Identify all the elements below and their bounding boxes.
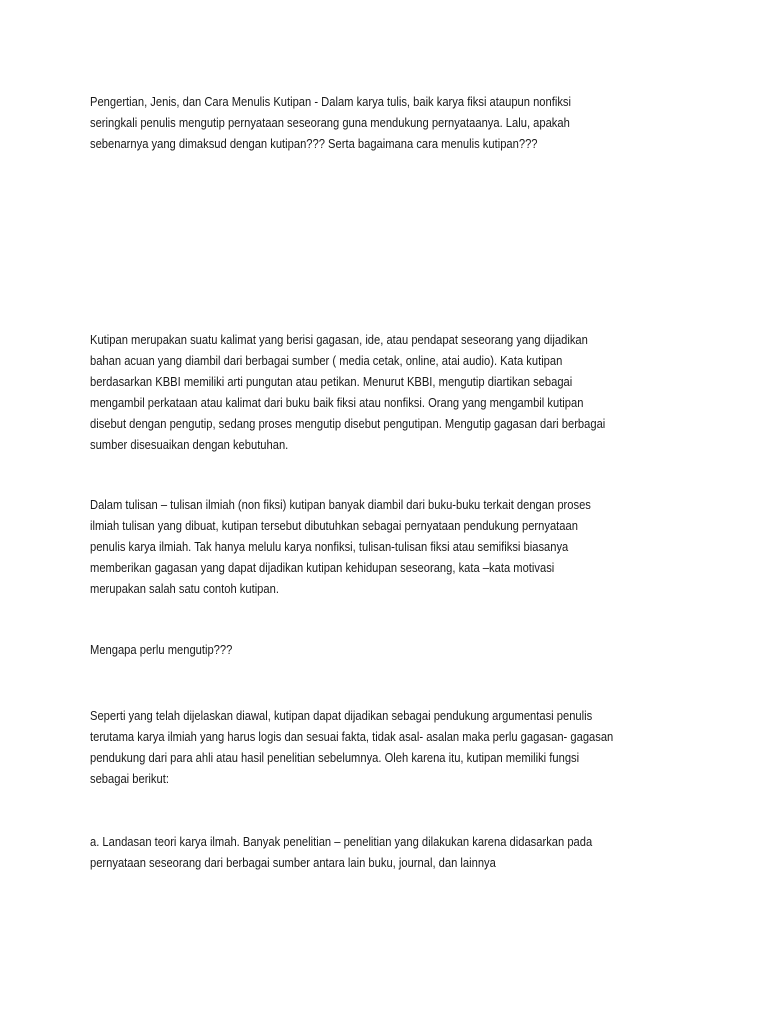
text-line: memberikan gagasan yang dapat dijadikan kutipan kehidupan seseorang, kata –kata motivasi: [90, 560, 555, 575]
text-line: pendukung dari para ahli atau hasil penelitian sebelumnya. Oleh karena itu, kutipan memiliki fungsi: [90, 750, 580, 765]
text-line: ilmiah tulisan yang dibuat, kutipan tersebut dibutuhkan sebagai pernyataan pendukung pernyataan: [90, 518, 578, 533]
text-line: merupakan salah satu contoh kutipan.: [90, 581, 279, 596]
intro-paragraph: [90, 91, 649, 154]
text-line: berdasarkan KBBI memiliki arti pungutan atau petikan. Menurut KBBI, mengutip diartikan sebagai: [90, 374, 573, 389]
text-line: a. Landasan teori karya ilmah. Banyak penelitian – penelitian yang dilakukan karena didasarkan pada: [90, 834, 593, 849]
text-line: Pengertian, Jenis, dan Cara Menulis Kutipan - Dalam karya tulis, baik karya fiksi ataupun nonfiksi: [90, 94, 571, 109]
text-line: disebut dengan pengutip, sedang proses mengutip disebut pengutipan. Mengutip gagasan dari berbagai: [90, 416, 606, 431]
function-intro-paragraph: [90, 705, 698, 789]
text-line: Kutipan merupakan suatu kalimat yang berisi gagasan, ide, atau pendapat seseorang yang dijadikan: [90, 332, 588, 347]
text-line: seringkali penulis mengutip pernyataan seseorang guna mendukung pernyataanya. Lalu, apakah: [90, 115, 570, 130]
text-line: terutama karya ilmiah yang harus logis dan sesuai fakta, tidak asal- asalan maka perlu gagasan- gagasan: [90, 729, 614, 744]
text-line: sumber disesuaikan dengan kebutuhan.: [90, 437, 289, 452]
text-line: Seperti yang telah dijelaskan diawal, kutipan dapat dijadikan sebagai pendukung argumentasi penulis: [90, 708, 593, 723]
text-line: sebagai berikut:: [90, 771, 169, 786]
definition-paragraph: [90, 329, 689, 455]
list-item-a: [90, 831, 674, 873]
section-heading: [90, 639, 256, 660]
text-line: pernyataan seseorang dari berbagai sumber antara lain buku, journal, dan lainnya: [90, 855, 496, 870]
text-line: mengambil perkataan atau kalimat dari buku baik fiksi atau nonfiksi. Orang yang mengambil kutipan: [90, 395, 584, 410]
text-line: penulis karya ilmiah. Tak hanya melulu karya nonfiksi, tulisan-tulisan fiksi atau semifiksi biasanya: [90, 539, 569, 554]
text-line: sebenarnya yang dimaksud dengan kutipan??? Serta bagaimana cara menulis kutipan???: [90, 136, 538, 151]
scientific-writing-paragraph: [90, 494, 672, 599]
text-line: Dalam tulisan – tulisan ilmiah (non fiksi) kutipan banyak diambil dari buku-buku terkait dengan proses: [90, 497, 591, 512]
text-line: bahan acuan yang diambil dari berbagai sumber ( media cetak, online, atai audio). Kata kutipan: [90, 353, 563, 368]
heading-text: Mengapa perlu mengutip???: [90, 642, 233, 657]
